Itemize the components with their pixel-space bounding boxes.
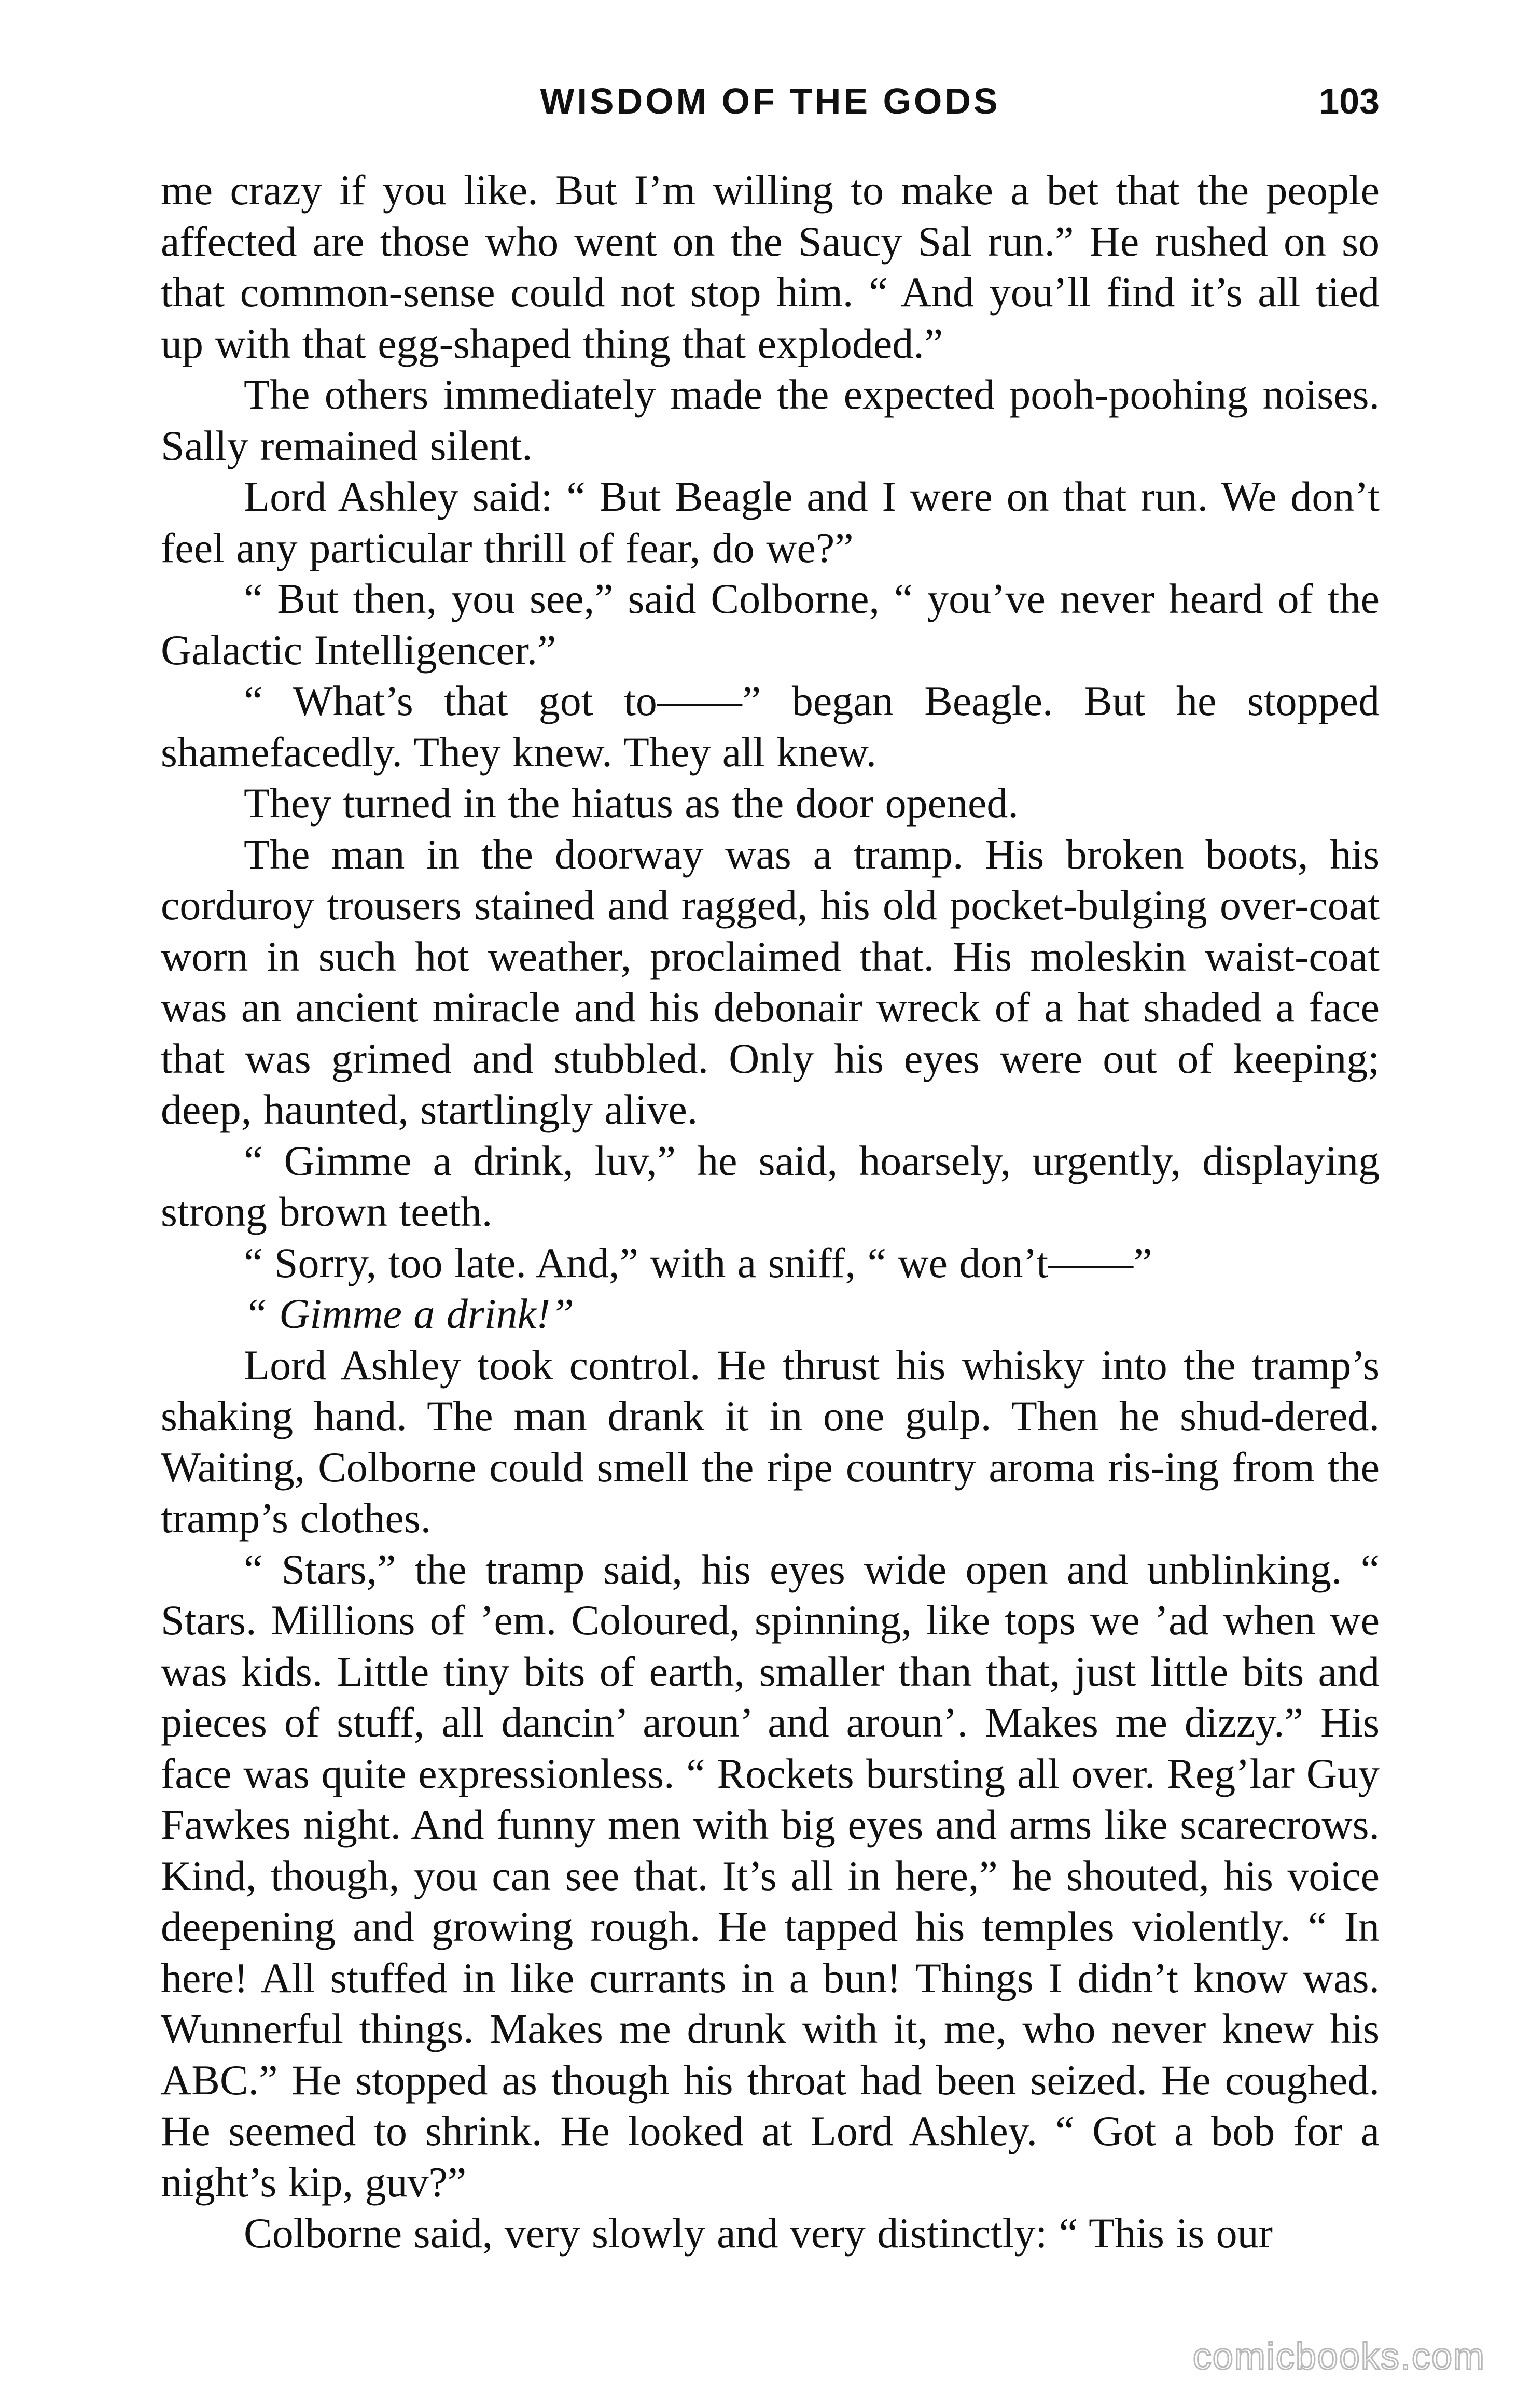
page-number: 103 (1319, 81, 1380, 121)
paragraph: “ But then, you see,” said Colborne, “ you’ve never heard of the Galactic Intelligencer.” (161, 575, 1380, 674)
paragraph: “ Stars,” the tramp said, his eyes wide open and unblinking. “ Stars. Millions of ’em. Coloured, spinning, like tops we ’ad when we was kids. Little tiny bits of earth, smaller than that, just little bits and pieces of stuff, all dancin’ aroun’ and aroun’. Makes me dizzy.” His face was quite expressionless. “ Rockets bursting all over. Reg’lar Guy Fawkes night. And funny men with big eyes and arms like scarecrows. Kind, though, you can see that. It’s all in here,” he shouted, his voice deepening and growing rough. He tapped his temples violently. “ In here! All stuffed in like currants in a bun! Things I didn’t know was. Wunnerful things. Makes me drunk with it, me, who never knew his ABC.” He stopped as though his throat had been seized. He coughed. He seemed to shrink. He looked at Lord Ashley. “ Got a bob for a night’s kip, guv?” (161, 1545, 1380, 2206)
paragraph: “ Sorry, too late. And,” with a sniff, “ we don’t——” (244, 1239, 1152, 1286)
paragraph: Lord Ashley took control. He thrust his whisky into the tramp’s shaking hand. The man drank it in one gulp. Then he shud-dered. Waiting, Colborne could smell the ripe country aroma ris-ing from the tramp’s clothes. (161, 1341, 1380, 1542)
paragraph: Lord Ashley said: “ But Beagle and I were on that run. We don’t feel any particular thrill of fear, do we?” (161, 473, 1380, 571)
running-title: WISDOM OF THE GODS (540, 81, 1000, 121)
paragraph: “ Gimme a drink, luv,” he said, hoarsely, urgently, displaying strong brown teeth. (161, 1137, 1380, 1235)
paragraph: “ What’s that got to——” began Beagle. But he stopped shamefacedly. They knew. They all knew. (161, 677, 1380, 776)
body-text (161, 165, 1380, 2312)
paragraph: Colborne said, very slowly and very distinctly: “ This is our (244, 2209, 1273, 2257)
page-header (161, 78, 1380, 124)
paragraph: The others immediately made the expected pooh-poohing noises. Sally remained silent. (161, 371, 1380, 469)
paragraph: The man in the doorway was a tramp. His broken boots, his corduroy trousers stained and ragged, his old pocket-bulging over-coat worn in such hot weather, proclaimed that. His moleskin waist-coat was an ancient miracle and his debonair wreck of a hat shaded a face that was grimed and stubbled. Only his eyes were out of keeping; deep, haunted, startlingly alive. (161, 830, 1380, 1133)
paragraph: They turned in the hiatus as the door opened. (244, 779, 1019, 827)
watermark-logo: comicbooks.com (1192, 2336, 1485, 2377)
paragraph: “ Gimme a drink!” (244, 1290, 574, 1337)
paragraph: me crazy if you like. But I’m willing to make a bet that the people affected are those who went on the Saucy Sal run.” He rushed on so that common-sense could not stop him. “ And you’ll find it’s all tied up with that egg-shaped thing that exploded.” (161, 166, 1380, 367)
